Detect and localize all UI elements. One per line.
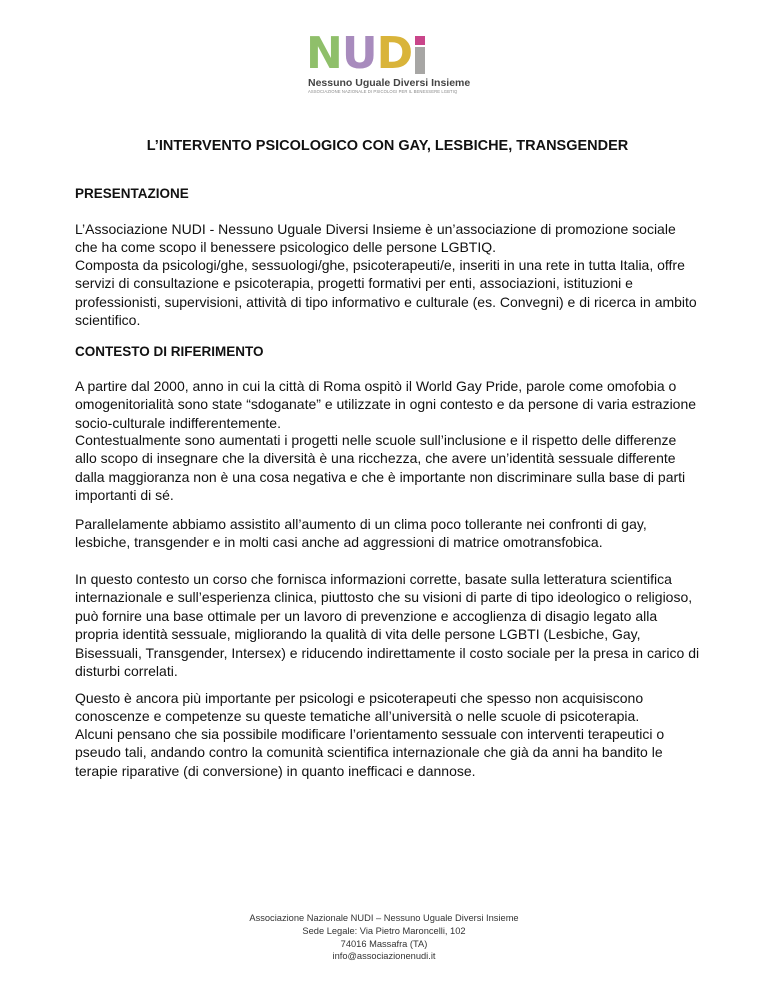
paragraph: Questo è ancora più importante per psicologi e psicoterapeuti che spesso non acquisiscono conoscenze e competenze su queste tematiche all’università o nelle scuole di psicoterapia. [75, 690, 644, 725]
logo-letter-d: D [376, 28, 413, 79]
logo-tagline: ASSOCIAZIONE NAZIONALE DI PSICOLOGI PER IL BENESSERE LGBTIQ [308, 89, 458, 94]
paragraph: Parallelamente abbiamo assistito all’aumento di un clima poco tollerante nei confronti di gay, lesbiche, transgender e in molti casi anche ad aggressioni di matrice omotransfobica. [75, 516, 647, 551]
footer-email: info@associazionenudi.it [332, 951, 436, 962]
nudi-logo [306, 28, 471, 96]
footer-line: Associazione Nazionale NUDI – Nessuno Uguale Diversi Insieme [249, 913, 519, 923]
paragraph: Composta da psicologi/ghe, sessuologi/ghe, psicoterapeuti/e, inseriti in una rete in tutta Italia, offre servizi di consultazione e psicoterapia, progetti formativi per enti, associazioni, istituzioni e professionisti, supervisioni, attività di tipo informativo e culturale (es. Convegni) e di ricerca in ambito scientifico. [75, 257, 697, 329]
document-title: L’INTERVENTO PSICOLOGICO CON GAY, LESBICHE, TRANSGENDER [146, 138, 629, 154]
paragraph: In questo contesto un corso che fornisca informazioni corrette, basate sulla letteratura scientifica internazionale e sull’esperienza clinica, piuttosto che su visioni di parte di tipo ideologico o religioso, può fornire una base ottimale per un lavoro di prevenzione e accoglienza di disagio legato alla propria identità sessuale, migliorando la qualità di vita delle persone LGBTI (Lesbiche, Gay, Bisessuali, Transgender, Intersex) e riducendo indirettamente il costo sociale per la presa in carico di disturbi correlati. [75, 571, 700, 680]
footer-address: Sede Legale: Via Pietro Maroncelli, 102 [302, 925, 466, 936]
logo-wordmark [306, 28, 456, 79]
page-footer [0, 912, 768, 963]
logo-letter-u: U [341, 28, 377, 79]
paragraph: Alcuni pensano che sia possibile modificare l’orientamento sessuale con interventi terapeutici o pseudo tali, andando contro la comunità scientifica internazionale che già da anni ha bandito le terapie riparative (di conversione) in quanto inefficaci e dannose. [75, 726, 665, 779]
paragraph: Contestualmente sono aumentati i progetti nelle scuole sull’inclusione e il rispetto delle differenze allo scopo di insegnare che la diversità è una ricchezza, che avere un’identità sessuale differente dalla maggioranza non è una cosa negativa e che è importante non discriminare sulla base di parti importanti di sé. [75, 432, 686, 504]
logo-name: Nessuno Uguale Diversi Insieme [308, 77, 471, 89]
logo-letter-n: N [306, 28, 342, 79]
logo-letter-i [415, 36, 425, 72]
section-heading-contesto: CONTESTO DI RIFERIMENTO [75, 344, 264, 359]
paragraph: A partire dal 2000, anno in cui la città di Roma ospitò il World Gay Pride, parole come omofobia o omogenitorialità sono state “sdoganate” e utilizzate in ogni contesto e da persone di varia estrazione socio-culturale indifferentemente. [75, 378, 697, 431]
section-heading-presentazione: PRESENTAZIONE [75, 186, 189, 201]
footer-city: 74016 Massafra (TA) [340, 938, 428, 949]
paragraph: L’Associazione NUDI - Nessuno Uguale Diversi Insieme è un’associazione di promozione sociale che ha come scopo il benessere psicologico delle persone LGBTIQ. [75, 221, 676, 256]
